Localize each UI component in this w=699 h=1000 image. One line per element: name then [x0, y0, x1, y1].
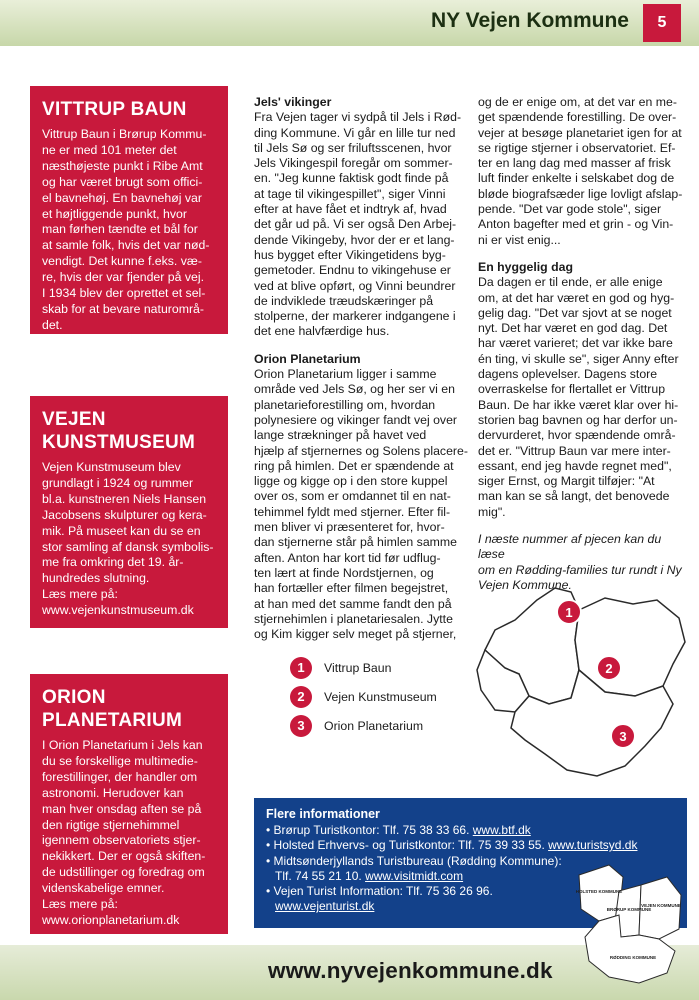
- vittrup-baun-text: [42, 127, 216, 334]
- legend-number-2: 2: [290, 686, 312, 708]
- next-issue-note: Vejen Kommune.: [478, 577, 572, 592]
- body-line: én ting, vi skulle se", siger Anny efter: [478, 351, 679, 366]
- overview-map-label: BRØRUP KOMMUNE: [606, 907, 652, 912]
- map-marker-label: 2: [605, 661, 613, 676]
- box-text-line: Læs mere på:: [42, 587, 118, 602]
- body-line: siger Ernst, og Margit tilføjer: "At: [478, 474, 655, 489]
- box-text-line: Jacobsens skulpturer og kera-: [42, 507, 207, 522]
- body-line: om, at det har været en god og hyg-: [478, 290, 675, 305]
- box-title-line: VEJEN: [42, 409, 106, 430]
- box-text-line: bl.a. kunstneren Niels Hansen: [42, 491, 207, 506]
- box-text-line: vendigt. Det kunne f.eks. væ-: [42, 254, 202, 269]
- body-line: lange strækninger på havet ved: [254, 428, 427, 443]
- body-line: essant, end jeg havde regnet med",: [478, 458, 672, 473]
- body-line: bløde biografsæder lige lovligt afslap-: [478, 186, 683, 201]
- body-line: Anton bagefter med et grin - og Vin-: [478, 217, 674, 232]
- article-column-2: [478, 95, 690, 593]
- box-text-line[interactable]: www.vejenkunstmuseum.dk: [42, 603, 194, 618]
- body-line: over os, som er omdannet til en nat-: [254, 489, 451, 504]
- body-line: tehimmel fyldt med stjerner. Efter fil-: [254, 504, 451, 519]
- body-line: ding Kommune. Vi går en lille tur ned: [254, 125, 456, 140]
- footer-website-url[interactable]: www.nyvejenkommune.dk: [268, 958, 553, 983]
- info-text: • Holsted Erhvervs- og Turistkontor: Tlf. 75 39 33 55.: [266, 838, 549, 853]
- map-marker-label: 1: [565, 605, 573, 620]
- info-line: [266, 838, 675, 853]
- body-line: det er. "Vittrup Baun var mere inter-: [478, 443, 671, 458]
- info-link[interactable]: www.vejenturist.dk: [275, 899, 375, 914]
- body-line: man kan se så langt, det benovede: [478, 489, 670, 504]
- section-heading-en-hyggelig-dag: En hyggelig dag: [478, 259, 573, 274]
- body-line: at tage til vikingespillet", siger Vinni: [254, 186, 446, 201]
- body-line: polynesiere og vikinger fandt vej over: [254, 412, 458, 427]
- section-heading-orion-planetarium: Orion Planetarium: [254, 351, 361, 366]
- box-text-line: me fra omkring det 19. år-: [42, 555, 184, 570]
- body-line: det ene halvfærdige hus.: [254, 324, 390, 339]
- body-line: ter en lang dag med masser af frisk: [478, 156, 671, 171]
- vittrup-baun-box: [30, 86, 228, 334]
- legend-number-1: 1: [290, 657, 312, 679]
- box-text-line: ne er med 101 meter det: [42, 142, 177, 157]
- body-line: og de er enige om, at det var en me-: [478, 95, 677, 109]
- map-marker-label: 3: [619, 729, 627, 744]
- body-line: mig".: [478, 504, 506, 519]
- overview-map-label: HOLSTED KOMMUNE: [575, 889, 623, 894]
- body-line: at han med det samme fandt den på: [254, 596, 452, 611]
- box-text-line: forestillinger, der handler om: [42, 769, 198, 784]
- body-line: en. "Jeg kunne faktisk godt finde på: [254, 171, 449, 186]
- legend-item: [290, 713, 437, 739]
- box-text-line: Vejen Kunstmuseum blev: [42, 460, 181, 474]
- orion-planetarium-text: [42, 738, 216, 929]
- body-line: ring på himlen. Det er spændende at: [254, 458, 454, 473]
- box-text-line: man førhen tændte et bål for: [42, 222, 198, 237]
- body-line: han fortæller efter filmen begejstret,: [254, 581, 449, 596]
- box-text-line: og har været brugt som offici-: [42, 174, 203, 189]
- box-text-line: skab for at bevare naturområ-: [42, 301, 204, 316]
- box-text-line: igennem observatoriets stjer-: [42, 833, 201, 848]
- article-column-1: [254, 95, 472, 642]
- info-text: • Vejen Turist Information: Tlf. 75 36 26 96.: [266, 884, 493, 899]
- box-text-line: I Orion Planetarium i Jels kan: [42, 738, 203, 752]
- body-line: dan stjernerne står på himlen samme: [254, 535, 457, 550]
- body-line: nyt. Det har været en god dag. Det: [478, 321, 668, 336]
- body-line: hus bygget efter Vikingetidens byg-: [254, 247, 446, 262]
- box-title-line: VITTRUP BAUN: [42, 99, 187, 120]
- body-line: vejer at besøge planetariet igen for at: [478, 125, 682, 140]
- body-line: efter at have fået et indtryk af, hvad: [254, 202, 447, 217]
- body-line: dervurderet, hvor spændende områ-: [478, 428, 676, 443]
- info-line: [266, 823, 675, 838]
- box-text-line: nekikkert. Der er også skiften-: [42, 849, 206, 864]
- box-text-line: grundlagt i 1924 og rummer: [42, 475, 194, 490]
- body-line: Orion Planetarium ligger i samme: [254, 367, 437, 382]
- body-line: til Jels Sø og ser friluftsscenen, hvor: [254, 140, 452, 155]
- vejen-kunstmuseum-text: [42, 460, 216, 619]
- page-number-badge: 5: [643, 4, 681, 42]
- box-text-line: næsthøjeste punkt i Ribe Amt: [42, 158, 203, 173]
- info-text: Tlf. 74 55 21 10.: [275, 868, 366, 883]
- box-text-line[interactable]: www.orionplanetarium.dk: [42, 912, 180, 927]
- body-line: de indviklede træudskæringer på: [254, 293, 434, 308]
- box-text-line: hundredes slutning.: [42, 571, 150, 586]
- box-text-line: du se forskellige multimedie-: [42, 753, 198, 768]
- orion-planetarium-box: [30, 674, 228, 934]
- map-marker-2: [597, 656, 621, 680]
- body-line: aften. Anton har kort tid før udflug-: [254, 550, 441, 565]
- overview-map: [575, 855, 687, 985]
- legend-label: Vejen Kunstmuseum: [324, 690, 437, 704]
- body-line: gelig dag. "Det var sjovt at se noget: [478, 305, 672, 320]
- overview-map-label: RØDDING KOMMUNE: [609, 955, 657, 960]
- info-link[interactable]: www.visitmidt.com: [365, 868, 464, 883]
- body-line: hjælp af stjernernes og Solens placere-: [254, 443, 468, 458]
- vejen-kunstmuseum-title: [42, 408, 216, 454]
- body-line: Fra Vejen tager vi sydpå til Jels i Rød-: [254, 110, 462, 125]
- box-title-line: ORION: [42, 687, 106, 708]
- body-line: Baun. De har ikke været klar over hi-: [478, 397, 679, 412]
- body-line: planetarieforestilling om, hvordan: [254, 397, 436, 412]
- box-title-line: KUNSTMUSEUM: [42, 432, 196, 453]
- box-text-line: man hver onsdag aften se på: [42, 801, 202, 816]
- body-line: dagens oplevelser. Dagens store: [478, 367, 658, 382]
- next-issue-note: I næste nummer af pjecen kan du læse: [478, 532, 662, 562]
- box-title-line: PLANETARIUM: [42, 710, 183, 731]
- body-line: pende. "Det var gode stole", siger: [478, 202, 662, 217]
- box-text-line: det.: [42, 317, 63, 332]
- box-text-line: den rigtige stjernehimmel: [42, 817, 180, 832]
- box-text-line: de udstillinger og foredrag om: [42, 865, 205, 880]
- box-text-line: et højtliggende punkt, hvor: [42, 206, 187, 221]
- section-heading-jels-vikinger: Jels' vikinger: [254, 95, 332, 109]
- body-line: ved at blive opført, og Vinni beundrer: [254, 278, 456, 293]
- legend-label: Vittrup Baun: [324, 661, 392, 675]
- info-text: • Midtsønderjyllands Turistbureau (Rødding Kommune):: [266, 853, 562, 868]
- body-line: overraskelse for flertallet er Vittrup: [478, 382, 666, 397]
- legend-item: [290, 684, 437, 710]
- box-text-line: mik. På museet kan du se en: [42, 523, 201, 538]
- box-text-line: Læs mere på:: [42, 897, 118, 912]
- next-issue-note: om en Rødding-families tur rundt i Ny: [478, 562, 682, 577]
- box-text-line: videnskabelige emner.: [42, 881, 165, 896]
- overview-map-label: VEJEN KOMMUNE: [641, 903, 681, 908]
- body-line: har været varieret; det var ikke bare: [478, 336, 673, 351]
- box-text-line: el bavnehøj. En bavnehøj var: [42, 190, 202, 205]
- info-link[interactable]: www.btf.dk: [472, 823, 531, 837]
- body-line: ten lært at finde Nordstjernen, og: [254, 565, 434, 580]
- body-line: ligge og kigge op i den store kuppel: [254, 474, 448, 489]
- box-text-line: at samle folk, hvis det var nød-: [42, 238, 210, 253]
- box-text-line: Vittrup Baun i Brørup Kommu-: [42, 127, 207, 141]
- map-legend: [290, 655, 437, 742]
- body-line: det går ud på. Vi ser også Den Arbej-: [254, 217, 457, 232]
- box-text-line: re, hvis der var fjender på vej.: [42, 270, 204, 285]
- body-line: dende Vikingeby, hvor der er et lang-: [254, 232, 455, 247]
- body-line: luft finder enkelte i selskabet dog de: [478, 171, 675, 186]
- municipality-map: [475, 570, 689, 790]
- body-line: se rigtige stjerner i observatoriet. Ef-: [478, 140, 676, 155]
- body-line: og Kim kigger selv meget på stjerner,: [254, 627, 457, 642]
- body-line: gemetoder. Endnu to vikingehuse er: [254, 263, 451, 278]
- body-line: stolperne, der markerer indgangene i: [254, 309, 456, 324]
- legend-item: [290, 655, 437, 681]
- info-text: • Brørup Turistkontor: Tlf. 75 38 33 66.: [266, 823, 473, 837]
- info-link[interactable]: www.turistsyd.dk: [548, 838, 638, 853]
- box-text-line: stor samling af dansk symbolis-: [42, 539, 214, 554]
- map-marker-1: [557, 600, 581, 624]
- body-line: stjernehimlen i planetariesalen. Jytte: [254, 611, 453, 626]
- more-info-title: Flere informationer: [266, 807, 380, 821]
- body-line: område ved Jels Sø, og her ser vi en: [254, 382, 455, 397]
- body-line: Da dagen er til ende, er alle enige: [478, 275, 663, 290]
- legend-number-3: 3: [290, 715, 312, 737]
- box-text-line: I 1934 blev der oprettet et sel-: [42, 286, 206, 301]
- box-text-line: astronomi. Herudover kan: [42, 785, 184, 800]
- body-line: Jels Vikingespil foregår om sommer-: [254, 156, 453, 171]
- legend-label: Orion Planetarium: [324, 719, 424, 733]
- map-marker-3: [611, 724, 635, 748]
- body-line: men bliver vi præsenteret for, hvor-: [254, 520, 445, 535]
- body-line: get spændende forestilling. De over-: [478, 110, 677, 125]
- body-line: ni er vist enig...: [478, 232, 561, 247]
- orion-planetarium-title: [42, 686, 216, 732]
- vejen-kunstmuseum-box: [30, 396, 228, 628]
- vittrup-baun-title: [42, 98, 216, 121]
- body-line: storien bag bavnen og har derfor un-: [478, 412, 678, 427]
- page-header-title: NY Vejen Kommune: [430, 9, 629, 32]
